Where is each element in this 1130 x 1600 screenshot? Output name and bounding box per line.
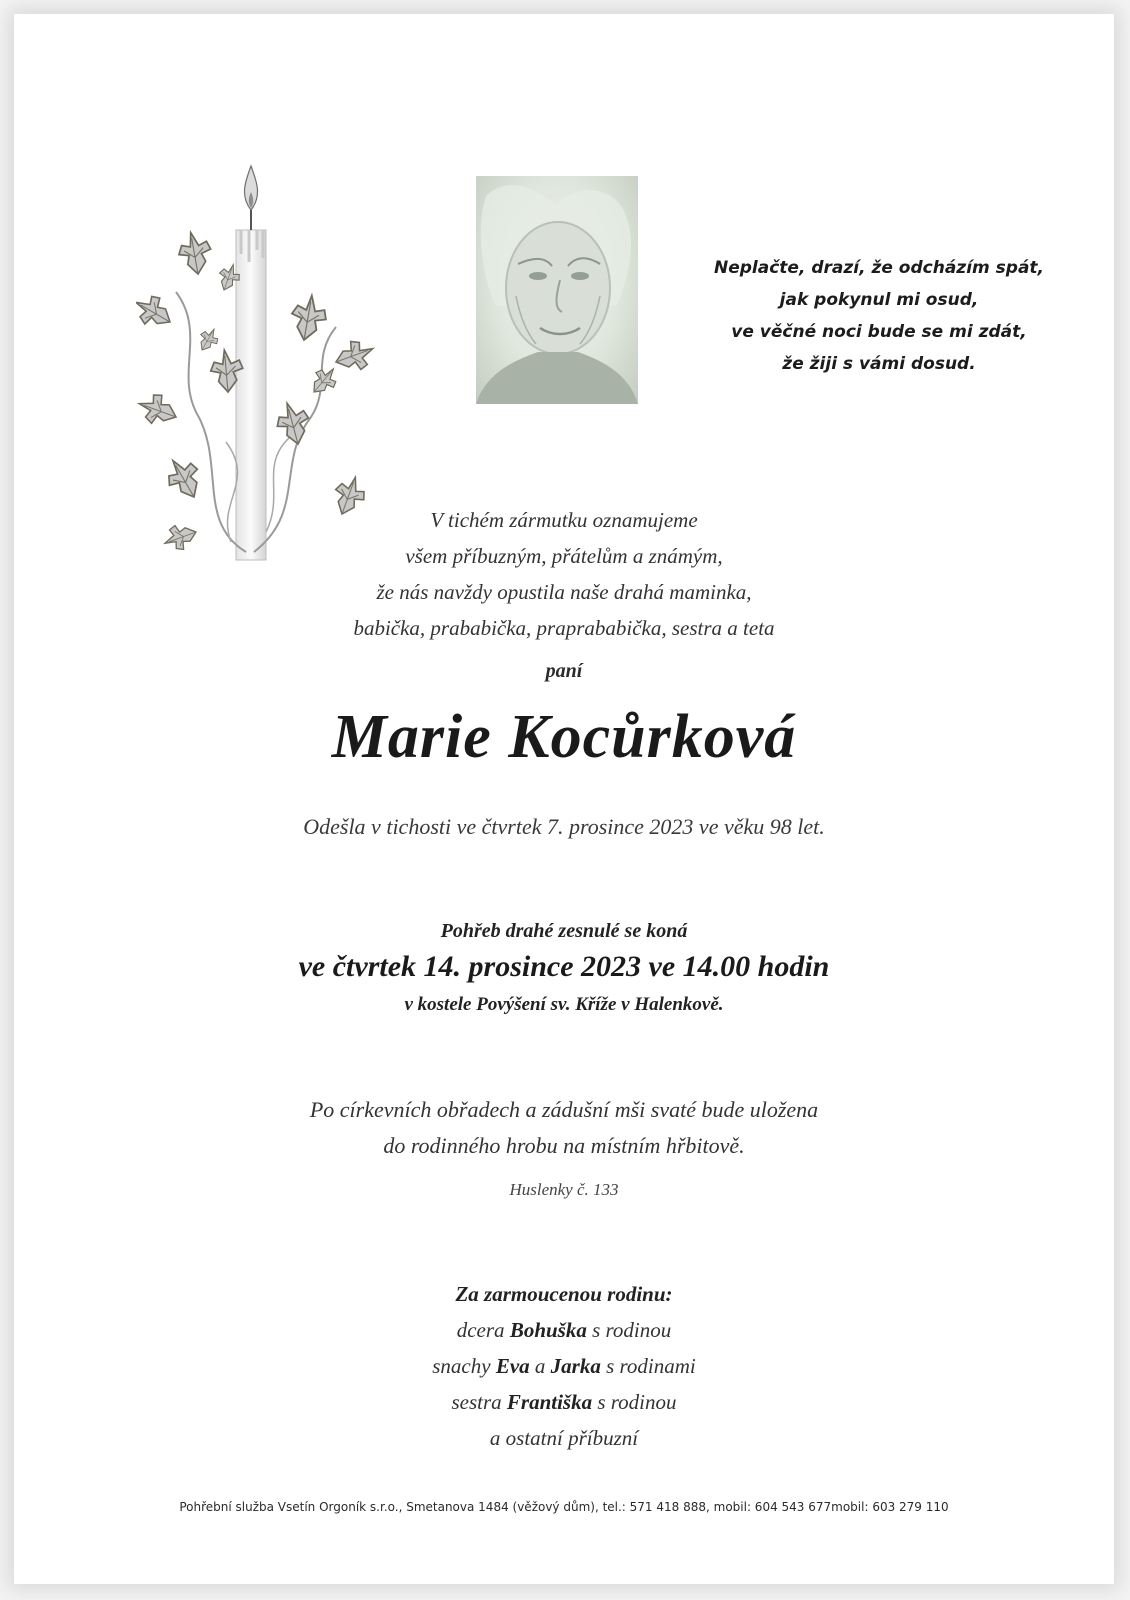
intro-line: všem příbuzným, přátelům a známým,: [405, 544, 723, 568]
deceased-name: Marie Kocůrková: [331, 703, 797, 771]
obituary-page: [14, 14, 1114, 1584]
family-heading: Za zarmoucenou rodinu:: [455, 1282, 673, 1306]
burial-text: [14, 1092, 1114, 1164]
poem-line: že žiji s vámi dosud.: [782, 354, 976, 374]
portrait-photo: [476, 176, 638, 404]
funeral-service-footer: Pohřební služba Vsetín Orgoník s.r.o., Smetanova 1484 (věžový dům), tel.: 571 418 888, mobil: 604 543 677mobil: 603 279 110: [179, 1500, 949, 1514]
funeral-datetime: ve čtvrtek 14. prosince 2023 ve 14.00 hodin: [298, 950, 830, 983]
salutation: paní: [545, 660, 583, 682]
burial-line: Po církevních obřadech a zádušní mši svaté bude uložena: [309, 1097, 819, 1122]
poem: [694, 252, 1064, 380]
funeral-intro: Pohřeb drahé zesnulé se koná: [440, 920, 688, 942]
burial-line: do rodinného hrobu na místním hřbitově.: [383, 1133, 745, 1158]
family-signature: [14, 1276, 1114, 1456]
intro-line: V tichém zármutku oznamujeme: [430, 508, 698, 532]
poem-line: jak pokynul mi osud,: [779, 290, 979, 310]
family-line: dcera Bohuška s rodinou: [456, 1318, 672, 1342]
announcement-text: [14, 502, 1114, 646]
poem-line: Neplačte, drazí, že odcházím spát,: [714, 258, 1044, 278]
address: Huslenky č. 133: [509, 1180, 619, 1199]
funeral-location: v kostele Povýšení sv. Kříže v Halenkově.: [404, 994, 724, 1015]
family-line: a ostatní příbuzní: [489, 1426, 639, 1450]
poem-line: ve věčné noci bude se mi zdát,: [731, 322, 1027, 342]
family-line: snachy Eva a Jarka s rodinami: [432, 1354, 696, 1378]
intro-line: babička, prababička, praprababička, sestra a teta: [353, 616, 775, 640]
intro-line: že nás navždy opustila naše drahá maminka,: [376, 580, 752, 604]
family-line: sestra Františka s rodinou: [451, 1390, 677, 1414]
death-notice: Odešla v tichosti ve čtvrtek 7. prosince 2023 ve věku 98 let.: [303, 814, 825, 839]
